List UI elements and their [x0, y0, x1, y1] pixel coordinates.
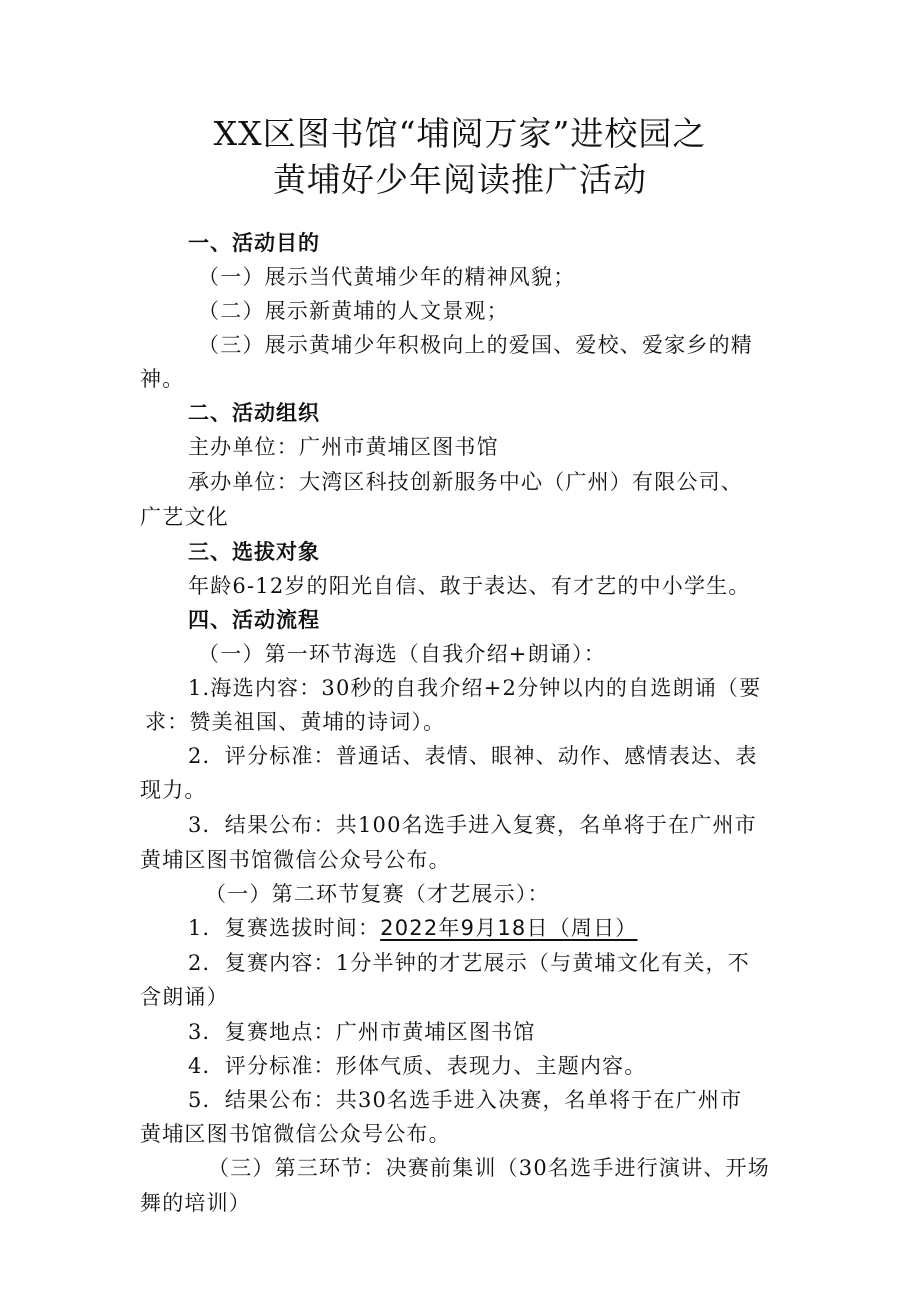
- paragraph-line: 2．评分标准：普通话、表情、眼神、动作、感情表达、表: [188, 744, 758, 768]
- section-heading: 四、活动流程: [188, 608, 320, 632]
- paragraph-line: 现力。: [140, 778, 207, 802]
- section-heading: 一、活动目的: [188, 231, 320, 255]
- time-value: 2022年9月18日（周日）: [380, 916, 638, 940]
- paragraph-line: 3．复赛地点：广州市黄埔区图书馆: [188, 1020, 536, 1044]
- paragraph-line: 舞的培训）: [140, 1191, 251, 1215]
- paragraph-line: 求：赞美祖国、黄埔的诗词）。: [145, 710, 446, 734]
- paragraph-line: 承办单位：大湾区科技创新服务中心（广州）有限公司、: [188, 470, 743, 494]
- paragraph-line: 主办单位：广州市黄埔区图书馆: [188, 435, 499, 459]
- paragraph-line: 3．结果公布：共100名选手进入复赛，名单将于在广州市: [188, 813, 757, 837]
- paragraph-line: 黄埔区图书馆微信公众号公布。: [140, 848, 451, 872]
- paragraph-line: 年龄6-12岁的阳光自信、敢于表达、有才艺的中小学生。: [188, 574, 751, 598]
- paragraph-line: [188, 911, 638, 945]
- paragraph-line: 1.海选内容：30秒的自我介绍+2分钟以内的自选朗诵（要: [188, 676, 762, 700]
- paragraph-line: （三）展示黄埔少年积极向上的爱国、爱校、爱家乡的精: [198, 333, 753, 357]
- paragraph-line: 5．结果公布：共30名选手进入决赛，名单将于在广州市: [188, 1088, 743, 1112]
- paragraph-line: 4．评分标准：形体气质、表现力、主题内容。: [188, 1054, 647, 1078]
- time-label: 1．复赛选拔时间：: [188, 916, 381, 940]
- section-heading: 三、选拔对象: [188, 540, 320, 564]
- document-title-line-1: XX区图书馆“埔阅万家”进校园之: [213, 114, 707, 153]
- paragraph-line: （一）展示当代黄埔少年的精神风貌；: [198, 265, 576, 289]
- paragraph-line: 广艺文化: [140, 505, 229, 529]
- document-title-line-2: 黄埔好少年阅读推广活动: [273, 160, 647, 199]
- paragraph-line: （三）第三环节：决赛前集训（30名选手进行演讲、开场: [208, 1156, 770, 1180]
- paragraph-line: 含朗诵）: [140, 985, 229, 1009]
- section-heading: 二、活动组织: [188, 401, 320, 425]
- paragraph-line: 神。: [140, 367, 185, 391]
- paragraph-line: 2．复赛内容：1分半钟的才艺展示（与黄埔文化有关，不: [188, 951, 750, 975]
- paragraph-line: 黄埔区图书馆微信公众号公布。: [140, 1122, 451, 1146]
- stage-title: （一）第二环节复赛（才艺展示）：: [205, 882, 550, 906]
- stage-title: （一）第一环节海选（自我介绍+朗诵）：: [198, 642, 606, 666]
- paragraph-line: （二）展示新黄埔的人文景观；: [198, 299, 509, 323]
